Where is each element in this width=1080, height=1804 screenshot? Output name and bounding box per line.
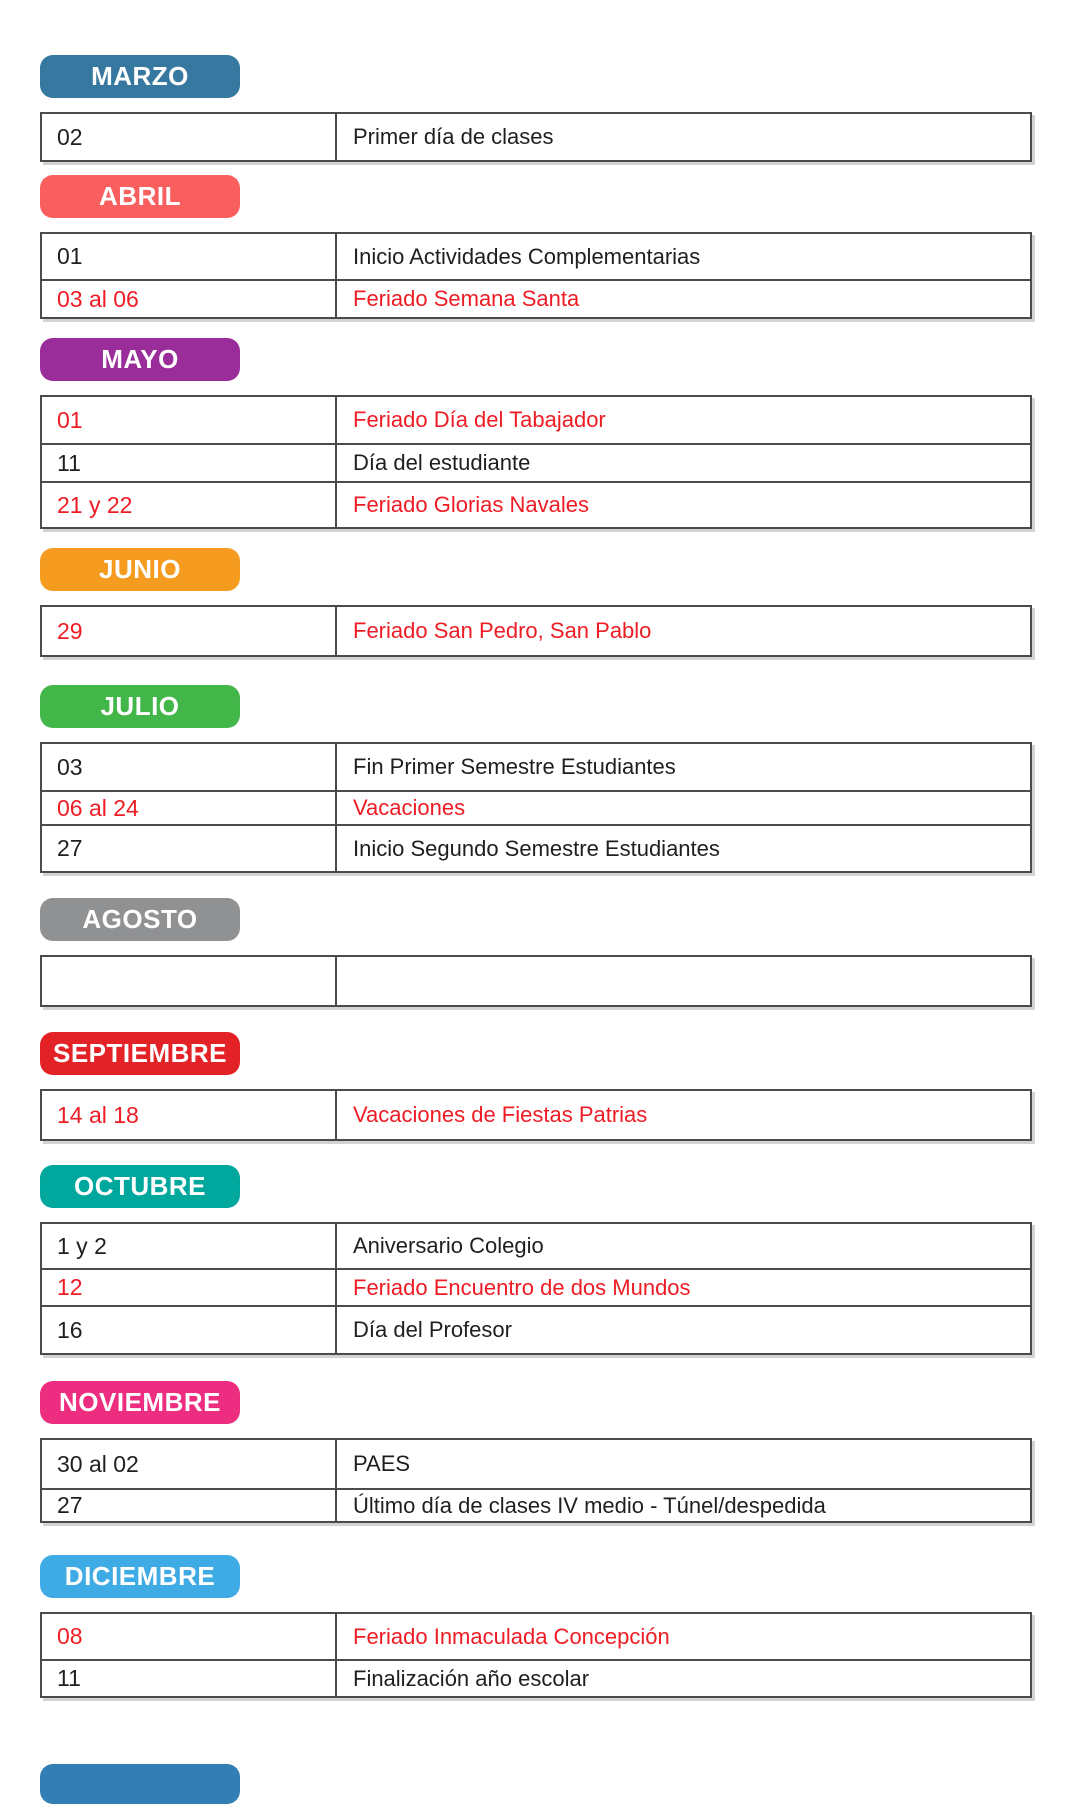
month-pill-agosto: [40, 898, 240, 941]
month-pill-abril: [40, 175, 240, 218]
event-cell: Feriado San Pedro, San Pablo: [336, 606, 1031, 656]
month-section-septiembre: [40, 1032, 1032, 1141]
table-row: [41, 743, 1031, 791]
table-row: [41, 233, 1031, 280]
month-table-julio: [40, 742, 1032, 873]
table-row-holiday: [41, 280, 1031, 318]
date-cell: 03 al 06: [41, 280, 336, 318]
date-cell: 11: [41, 1660, 336, 1697]
event-cell: [336, 956, 1031, 1006]
date-cell: 12: [41, 1269, 336, 1306]
table-row-holiday: [41, 791, 1031, 825]
date-cell: 08: [41, 1613, 336, 1660]
month-table-octubre: [40, 1222, 1032, 1355]
event-cell: Vacaciones de Fiestas Patrias: [336, 1090, 1031, 1140]
month-pill-septiembre: [40, 1032, 240, 1075]
month-section-agosto: [40, 898, 1032, 1007]
table-row-holiday: [41, 606, 1031, 656]
table-row-holiday: [41, 482, 1031, 528]
month-table-junio: [40, 605, 1032, 657]
date-cell: 27: [41, 825, 336, 872]
date-cell: 01: [41, 396, 336, 444]
date-cell: [41, 956, 336, 1006]
month-name: JUNIO: [99, 554, 181, 584]
table-row: [41, 113, 1031, 161]
month-section-noviembre: [40, 1381, 1032, 1523]
month-name: SEPTIEMBRE: [52, 1038, 228, 1068]
month-table-marzo: [40, 112, 1032, 162]
event-cell: Inicio Segundo Semestre Estudiantes: [336, 825, 1031, 872]
event-cell: Día del estudiante: [336, 444, 1031, 482]
month-section-julio: [40, 685, 1032, 873]
date-cell: 14 al 18: [41, 1090, 336, 1140]
event-cell: Feriado Semana Santa: [336, 280, 1031, 318]
event-cell: Feriado Glorias Navales: [336, 482, 1031, 528]
date-cell: 27: [41, 1489, 336, 1522]
month-section-octubre: [40, 1165, 1032, 1355]
table-row: [41, 1489, 1031, 1522]
table-row: [41, 1223, 1031, 1269]
month-name: MARZO: [91, 61, 189, 91]
event-cell: Aniversario Colegio: [336, 1223, 1031, 1269]
table-row: [41, 1439, 1031, 1489]
month-table-diciembre: [40, 1612, 1032, 1698]
table-row: [41, 1306, 1031, 1354]
event-cell: Fin Primer Semestre Estudiantes: [336, 743, 1031, 791]
month-pill-junio: [40, 548, 240, 591]
month-section-mayo: [40, 338, 1032, 529]
month-pill-marzo: [40, 55, 240, 98]
month-table-abril: [40, 232, 1032, 319]
month-table-septiembre: [40, 1089, 1032, 1141]
event-cell: Último día de clases IV medio - Túnel/despedida: [336, 1489, 1031, 1522]
event-cell: PAES: [336, 1439, 1031, 1489]
event-cell: Primer día de clases: [336, 113, 1031, 161]
month-pill-diciembre: [40, 1555, 240, 1598]
date-cell: 06 al 24: [41, 791, 336, 825]
month-table-noviembre: [40, 1438, 1032, 1523]
month-pill-julio: [40, 685, 240, 728]
month-name: NOVIEMBRE: [59, 1387, 221, 1417]
table-row-holiday: [41, 1269, 1031, 1306]
date-cell: 30 al 02: [41, 1439, 336, 1489]
table-row: [41, 444, 1031, 482]
table-row-holiday: [41, 396, 1031, 444]
month-section-junio: [40, 548, 1032, 657]
next-month-pill-partial: [40, 1764, 240, 1804]
table-row-holiday: [41, 1090, 1031, 1140]
event-cell: Feriado Inmaculada Concepción: [336, 1613, 1031, 1660]
event-cell: Día del Profesor: [336, 1306, 1031, 1354]
table-row-empty: [41, 956, 1031, 1006]
date-cell: 1 y 2: [41, 1223, 336, 1269]
month-pill-octubre: [40, 1165, 240, 1208]
table-row: [41, 1660, 1031, 1697]
month-name: ABRIL: [99, 181, 181, 211]
month-name: DICIEMBRE: [64, 1561, 216, 1591]
month-name: JULIO: [100, 691, 180, 721]
event-cell: Feriado Día del Tabajador: [336, 396, 1031, 444]
date-cell: 16: [41, 1306, 336, 1354]
event-cell: Feriado Encuentro de dos Mundos: [336, 1269, 1031, 1306]
table-row-holiday: [41, 1613, 1031, 1660]
month-name: MAYO: [101, 344, 179, 374]
month-section-marzo: [40, 55, 1032, 162]
month-name: OCTUBRE: [73, 1171, 207, 1201]
date-cell: 01: [41, 233, 336, 280]
event-cell: Finalización año escolar: [336, 1660, 1031, 1697]
month-name: AGOSTO: [82, 904, 198, 934]
date-cell: 29: [41, 606, 336, 656]
date-cell: 03: [41, 743, 336, 791]
event-cell: Inicio Actividades Complementarias: [336, 233, 1031, 280]
month-section-diciembre: [40, 1555, 1032, 1698]
table-row: [41, 825, 1031, 872]
month-section-abril: [40, 175, 1032, 319]
date-cell: 02: [41, 113, 336, 161]
month-pill-mayo: [40, 338, 240, 381]
date-cell: 21 y 22: [41, 482, 336, 528]
month-pill-noviembre: [40, 1381, 240, 1424]
event-cell: Vacaciones: [336, 791, 1031, 825]
month-table-mayo: [40, 395, 1032, 529]
month-table-agosto: [40, 955, 1032, 1007]
date-cell: 11: [41, 444, 336, 482]
